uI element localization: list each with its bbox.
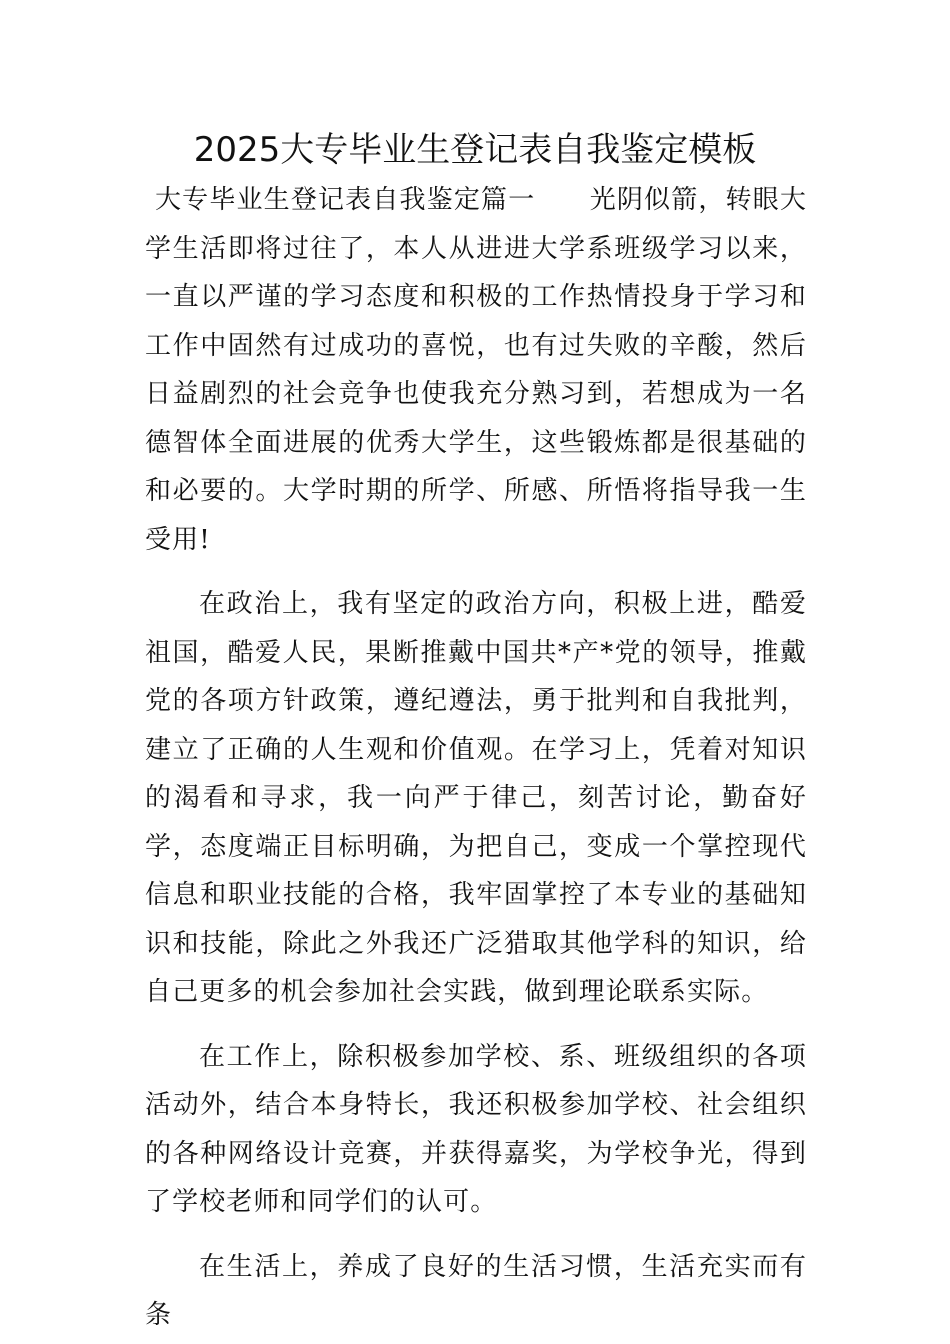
document-body xyxy=(145,176,807,1340)
paragraph-4: 在生活上，养成了良好的生活习惯，生活充实而有条 xyxy=(145,1251,807,1330)
paragraph-2: 在政治上，我有坚定的政治方向，积极上进，酷爱祖国，酷爱人民，果断推戴中国共*产*党的领导，推戴党的各项方针政策，遵纪遵法，勇于批判和自我批判，建立了正确的人生观和价值观。在学习上，凭着对知识的渴看和寻求，我一向严于律己，刻苦讨论，勤奋好学，态度端正目标明确，为把自己，变成一个掌控现代信息和职业技能的合格，我牢固掌控了本专业的基础知识和技能，除此之外我还广泛猎取其他学科的知识，给自己更多的机会参加社会实践，做到理论联系实际。 xyxy=(145,589,807,1007)
paragraph-3: 在工作上，除积极参加学校、系、班级组织的各项活动外，结合本身特长，我还积极参加学校、社会组织的各种网络设计竞赛，并获得嘉奖，为学校争光，得到了学校老师和同学们的认可。 xyxy=(145,1041,807,1217)
paragraph-1: 大专毕业生登记表自我鉴定篇一 光阴似箭，转眼大学生活即将过往了，本人从进进大学系班级学习以来，一直以严谨的学习态度和积极的工作热情投身于学习和工作中固然有过成功的喜悦，也有过失败的辛酸，然后日益剧烈的社会竞争也使我充分熟习到，若想成为一名德智体全面进展的优秀大学生，这些锻炼都是很基础的和必要的。大学时期的所学、所感、所悟将指导我一生受用! xyxy=(145,185,807,555)
document-title: 2025大专毕业生登记表自我鉴定模板 xyxy=(193,130,757,170)
